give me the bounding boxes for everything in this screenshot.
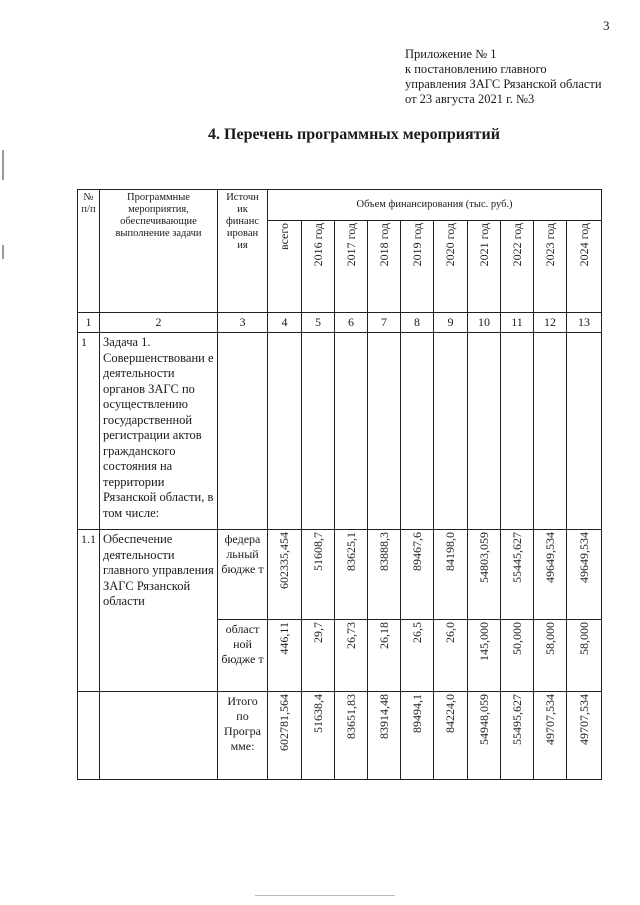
header-year: 2024 год — [576, 223, 591, 267]
total-value-cell: 602781,564 — [277, 694, 291, 751]
header-row — [78, 190, 602, 221]
scan-artifact — [2, 245, 4, 259]
appendix-line: от 23 августа 2021 г. №3 — [405, 92, 535, 106]
col-number: 3 — [218, 313, 268, 333]
total-row — [78, 692, 602, 780]
header-year: всего — [277, 223, 291, 251]
value-cell: 49649,534 — [542, 532, 557, 583]
header-year: 2022 год — [509, 223, 524, 267]
scan-artifact — [2, 150, 4, 180]
header-year: 2018 год — [376, 223, 391, 267]
task-row — [78, 333, 602, 530]
value-cell: 55445,627 — [509, 532, 524, 583]
source-regional: област ной бюдже т — [218, 620, 268, 692]
header-year: 2023 год — [542, 223, 557, 267]
total-value-cell: 54948,059 — [476, 694, 491, 745]
title-text: 4. Перечень программных мероприятий — [208, 126, 500, 143]
value-cell: 26,73 — [343, 622, 358, 649]
col-number: 11 — [501, 313, 534, 333]
total-value-cell: 84224,0 — [443, 694, 457, 733]
value-cell: 58,000 — [576, 622, 591, 655]
col-number: 4 — [268, 313, 302, 333]
header-year: 2017 год — [343, 223, 358, 267]
header-funding: Объем финансирования (тыс. руб.) — [268, 190, 602, 221]
col-number: 6 — [335, 313, 368, 333]
source-total: Итого по Програ мме: — [218, 692, 268, 780]
col-number: 5 — [302, 313, 335, 333]
col-number: 12 — [534, 313, 567, 333]
subtask-num: 1.1 — [78, 530, 100, 692]
total-value-cell: 49707,534 — [576, 694, 591, 745]
total-value-cell: 55495,627 — [509, 694, 524, 745]
appendix-note — [405, 47, 602, 107]
value-cell: 26,0 — [443, 622, 457, 643]
col-number: 1 — [78, 313, 100, 333]
page-number: 3 — [603, 18, 610, 33]
total-value-cell: 49707,534 — [542, 694, 557, 745]
col-number: 7 — [368, 313, 401, 333]
federal-budget-row — [78, 530, 602, 620]
appendix-line: Приложение № 1 — [405, 47, 497, 61]
value-cell: 83888,3 — [376, 532, 391, 571]
header-num: № п/п — [78, 190, 100, 313]
value-cell: 26,18 — [376, 622, 391, 649]
header-year: 2021 год — [476, 223, 491, 267]
value-cell: 145,000 — [476, 622, 491, 661]
value-cell: 54803,059 — [476, 532, 491, 583]
total-value-cell: 89494,1 — [409, 694, 424, 733]
col-number: 9 — [434, 313, 468, 333]
column-numbers-row — [78, 313, 602, 333]
total-value-cell: 51638,4 — [310, 694, 325, 733]
value-cell: 51608,7 — [310, 532, 325, 571]
document-title — [0, 126, 640, 144]
subtask-text: Обеспечение деятельности главного управления ЗАГС Рязанской области — [100, 530, 218, 692]
program-activities-table — [77, 189, 602, 780]
source-federal: федера льный бюдже т — [218, 530, 268, 620]
value-cell: 58,000 — [542, 622, 557, 655]
col-number: 8 — [401, 313, 434, 333]
header-year: 2020 год — [443, 223, 457, 267]
value-cell: 89467,6 — [409, 532, 424, 571]
value-cell: 83625,1 — [343, 532, 358, 571]
value-cell: 446,11 — [277, 622, 291, 655]
task-num: 1 — [78, 333, 100, 530]
appendix-line: к постановлению главного — [405, 62, 547, 76]
value-cell: 602335,454 — [277, 532, 291, 589]
col-number: 2 — [100, 313, 218, 333]
header-source: Источн ик финанс ирован ия — [218, 190, 268, 313]
scan-artifact-line — [255, 895, 395, 896]
header-year: 2019 год — [409, 223, 424, 267]
header-year: 2016 год — [310, 223, 325, 267]
total-value-cell: 83651,83 — [343, 694, 358, 739]
total-value-cell: 83914,48 — [376, 694, 391, 739]
col-number: 10 — [468, 313, 501, 333]
col-number: 13 — [567, 313, 602, 333]
appendix-line: управления ЗАГС Рязанской области — [405, 77, 602, 91]
value-cell: 26,5 — [409, 622, 424, 643]
value-cell: 49649,534 — [576, 532, 591, 583]
header-program: Программные мероприятия, обеспечивающие выполнение задачи — [100, 190, 218, 313]
value-cell: 50,000 — [509, 622, 524, 655]
value-cell: 29,7 — [310, 622, 325, 643]
task-text: Задача 1. Совершенствовани е деятельности органов ЗАГС по осуществлению государственной регистрации актов гражданского состояния на территории Рязанской области, в том числе: — [100, 333, 218, 530]
value-cell: 84198,0 — [443, 532, 457, 571]
